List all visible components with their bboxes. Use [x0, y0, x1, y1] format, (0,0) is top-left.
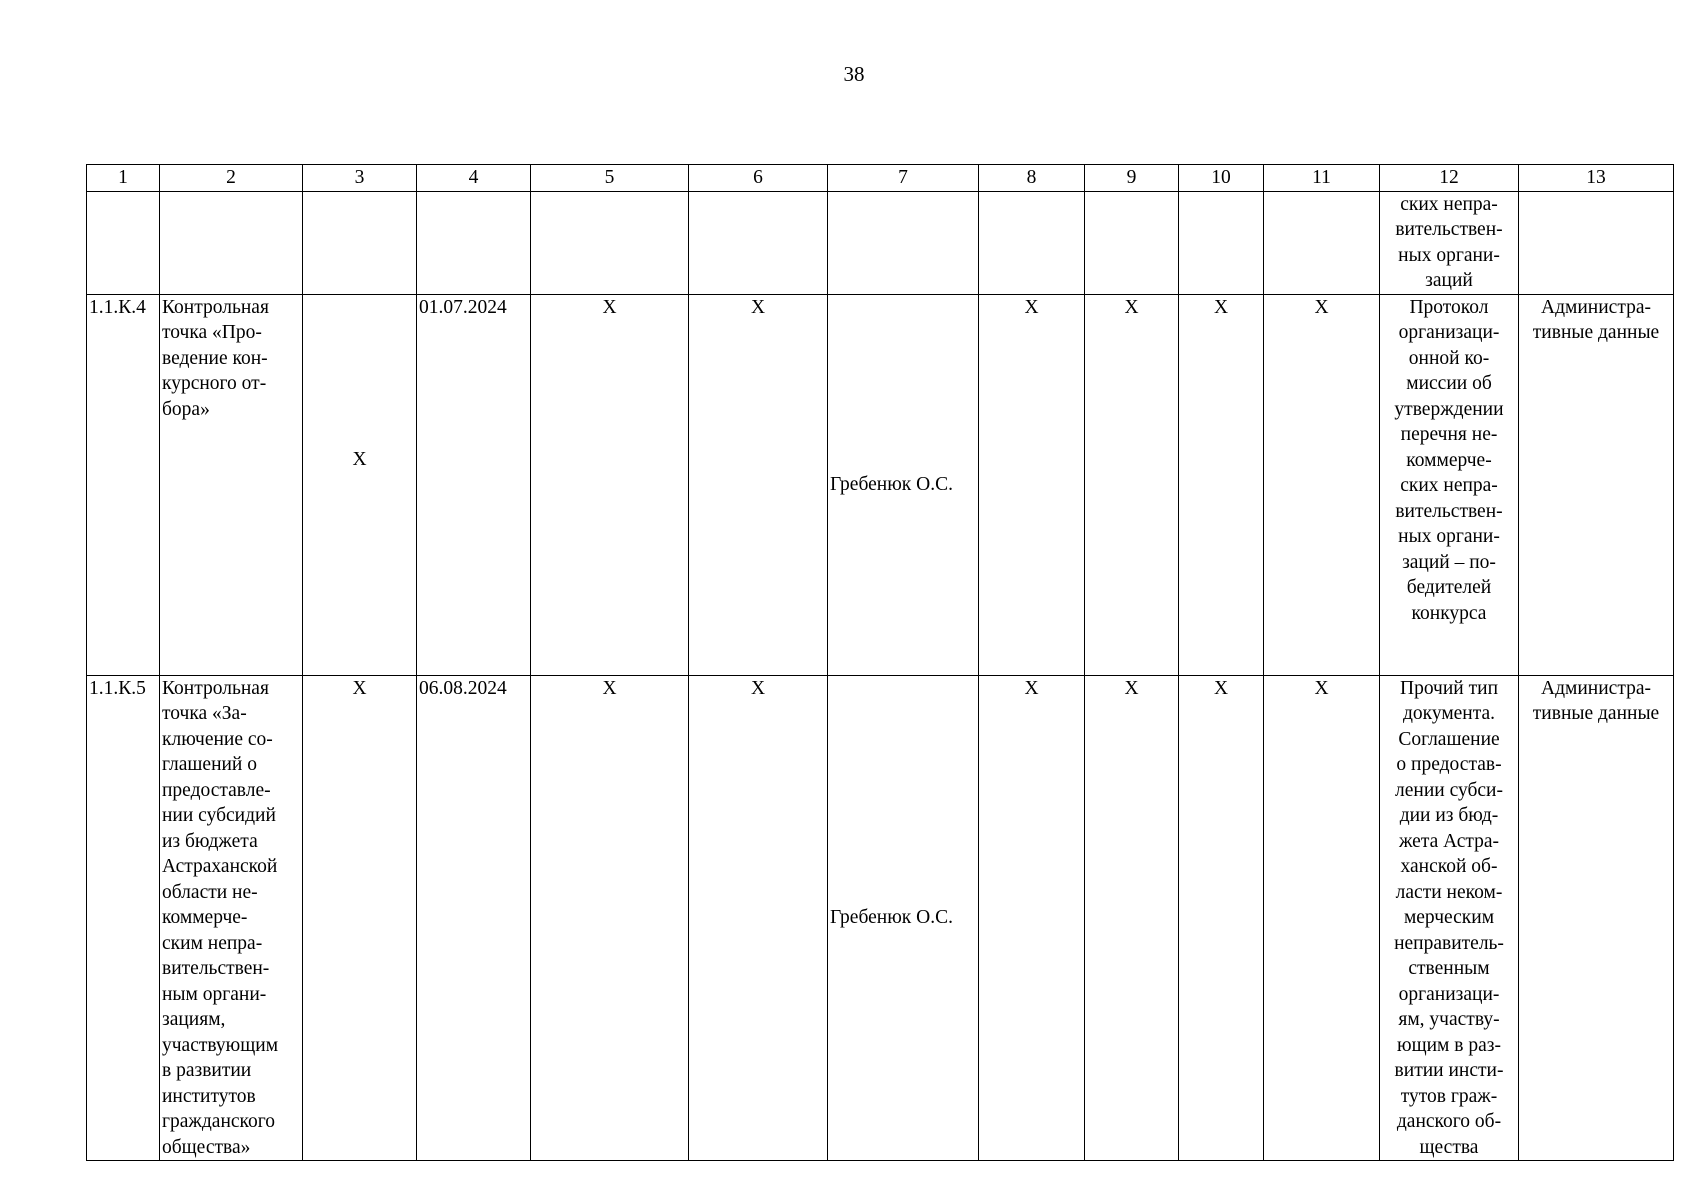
cell-col9: Х: [1085, 675, 1179, 1161]
cell-col6: Х: [689, 675, 828, 1161]
column-header: 11: [1264, 165, 1380, 192]
cell-name: Контрольная точка «За- ключение со- глашений о предоставле- нии субсидий из бюджета Астраханской области не- коммерче- ским непра- вительствен- ным органи- зациям, участвующим в развитии институтов гражданского общества»: [160, 675, 303, 1161]
column-header: 12: [1380, 165, 1519, 192]
cell-col5: Х: [531, 675, 689, 1161]
column-header: 6: [689, 165, 828, 192]
cell-code: 1.1.К.4: [87, 294, 160, 675]
page-number: 38: [843, 62, 865, 86]
cell-col8: Х: [979, 675, 1085, 1161]
cell-col8: Х: [979, 294, 1085, 675]
cell-responsible: [828, 191, 979, 294]
cell-document: [1380, 191, 1519, 294]
cell-document-text: Прочий тип документа. Соглашение о предостав- лении субси- дии из бюд- жета Астра- ханской об- ласти неком- мерческим неправитель- ственным организаци- ям, участву- ющим в раз- витии инсти- тутов граж- данского об- щества: [1394, 677, 1504, 1158]
column-header: 5: [531, 165, 689, 192]
cell-col3: Х: [303, 294, 417, 675]
cell-col3: Х: [303, 675, 417, 1161]
cell-date: [417, 191, 531, 294]
table-row: [87, 191, 1674, 294]
cell-col11: [1264, 191, 1380, 294]
header-row: [87, 165, 1674, 192]
cell-col6: Х: [689, 294, 828, 675]
cell-col8: [979, 191, 1085, 294]
data-table: [86, 164, 1674, 1161]
cell-date: 01.07.2024: [417, 294, 531, 675]
cell-col6: [689, 191, 828, 294]
column-header: 4: [417, 165, 531, 192]
cell-date: 06.08.2024: [417, 675, 531, 1161]
cell-name: Контрольная точка «Про- ведение кон- курсного от- бора»: [160, 294, 303, 675]
cell-document-text: ских непра- вительствен- ных органи- заций: [1395, 193, 1503, 291]
cell-col5: [531, 191, 689, 294]
column-header: 8: [979, 165, 1085, 192]
column-header: 3: [303, 165, 417, 192]
cell-col11: Х: [1264, 675, 1380, 1161]
cell-source-text: Администра- тивные данные: [1532, 677, 1660, 724]
table-row: [87, 294, 1674, 675]
column-header: 9: [1085, 165, 1179, 192]
cell-document: [1380, 294, 1519, 675]
cell-code: [87, 191, 160, 294]
column-header: 7: [828, 165, 979, 192]
column-header: 10: [1179, 165, 1264, 192]
cell-name: [160, 191, 303, 294]
cell-col11: Х: [1264, 294, 1380, 675]
cell-document-text: Протокол организаци- онной ко- миссии об утверждении перечня не- коммерче- ских непра- вительствен- ных органи- заций – по- бедителей конкурса: [1394, 296, 1504, 624]
cell-responsible: Гребенюк О.С.: [828, 294, 979, 675]
cell-col9: Х: [1085, 294, 1179, 675]
cell-source-text: Администра- тивные данные: [1532, 296, 1660, 343]
column-header: 13: [1519, 165, 1674, 192]
cell-source: [1519, 675, 1674, 1161]
cell-document: [1380, 675, 1519, 1161]
cell-source: [1519, 191, 1674, 294]
cell-col9: [1085, 191, 1179, 294]
cell-col10: [1179, 191, 1264, 294]
cell-col5: Х: [531, 294, 689, 675]
cell-code: 1.1.К.5: [87, 675, 160, 1161]
cell-source: [1519, 294, 1674, 675]
table-row: [87, 675, 1674, 1161]
cell-col10: Х: [1179, 675, 1264, 1161]
column-header: 2: [160, 165, 303, 192]
cell-col3: [303, 191, 417, 294]
cell-col10: Х: [1179, 294, 1264, 675]
column-header: 1: [87, 165, 160, 192]
cell-responsible: Гребенюк О.С.: [828, 675, 979, 1161]
